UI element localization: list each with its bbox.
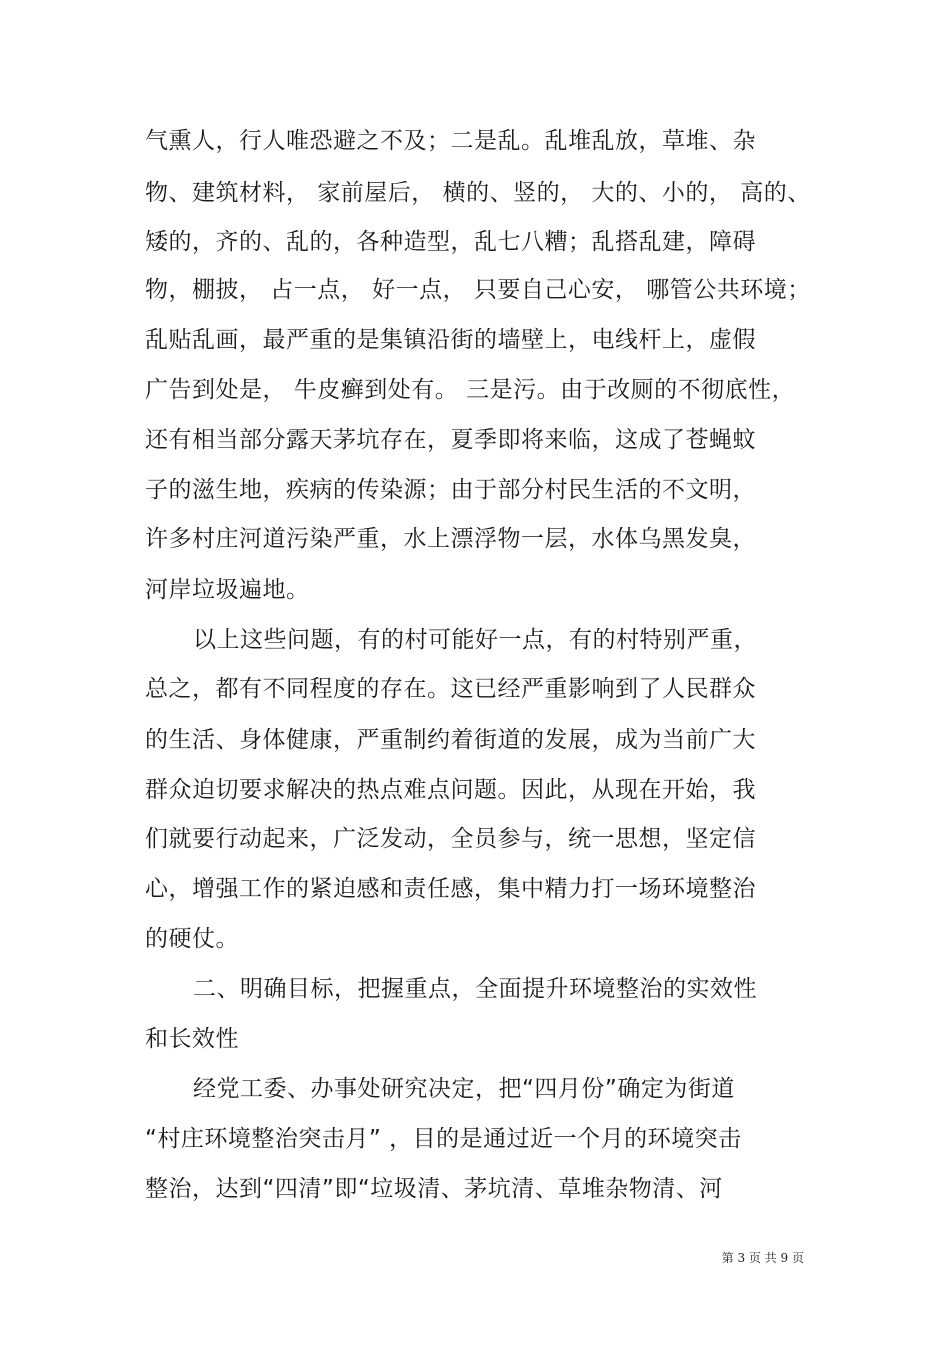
text-line-4: 物，棚披， 占一点， 好一点， 只要自己心安， 哪管公共环境； [145, 277, 811, 303]
text-line-3: 矮的，齐的、乱的，各种造型，乱七八糟；乱搭乱建，障碍 [145, 229, 756, 255]
text-line-10: 河岸垃圾遍地。 [145, 577, 310, 603]
page-number: 第 3 页 共 9 页 [721, 1251, 804, 1265]
text-line-15: 们就要行动起来，广泛发动，全员参与，统一思想，坚定信 [145, 826, 756, 852]
text-line-1: 气熏人，行人唯恐避之不及；二是乱。乱堆乱放，草堆、杂 [145, 128, 756, 154]
text-line-16: 心，增强工作的紧迫感和责任感，集中精力打一场环境整治 [145, 876, 756, 902]
text-line-20: 经党工委、办事处研究决定，把“四月份”确定为街道 [193, 1076, 735, 1102]
section-heading-line-1: 二、明确目标，把握重点，全面提升环境整治的实效性 [193, 976, 757, 1002]
text-line-22: 整治，达到“四清”即“垃圾清、茅坑清、草堆杂物清、河 [145, 1176, 723, 1202]
text-line-11: 以上这些问题，有的村可能好一点，有的村特别严重， [193, 627, 757, 653]
text-line-8: 子的滋生地，疾病的传染源；由于部分村民生活的不文明， [145, 477, 756, 503]
text-line-21: “村庄环境整治突击月” ，目的是通过近一个月的环境突击 [145, 1126, 742, 1152]
text-line-12: 总之，都有不同程度的存在。这已经严重影响到了人民群众 [145, 676, 756, 702]
text-line-2: 物、建筑材料， 家前屋后， 横的、竖的， 大的、小的， 高的、 [145, 180, 811, 206]
text-line-13: 的生活、身体健康，严重制约着街道的发展，成为当前广大 [145, 727, 756, 753]
text-line-14: 群众迫切要求解决的热点难点问题。因此，从现在开始，我 [145, 777, 756, 803]
text-line-9: 许多村庄河道污染严重，水上漂浮物一层，水体乌黑发臭， [145, 526, 756, 552]
section-heading-line-2: 和长效性 [145, 1026, 239, 1052]
text-line-5: 乱贴乱画，最严重的是集镇沿街的墙壁上，电线杆上，虚假 [145, 327, 756, 353]
text-line-6: 广告到处是， 牛皮癣到处有。 三是污。由于改厕的不彻底性， [145, 377, 796, 403]
text-line-17: 的硬仗。 [145, 926, 239, 952]
text-line-7: 还有相当部分露天茅坑存在，夏季即将来临，这成了苍蝇蚊 [145, 427, 756, 453]
